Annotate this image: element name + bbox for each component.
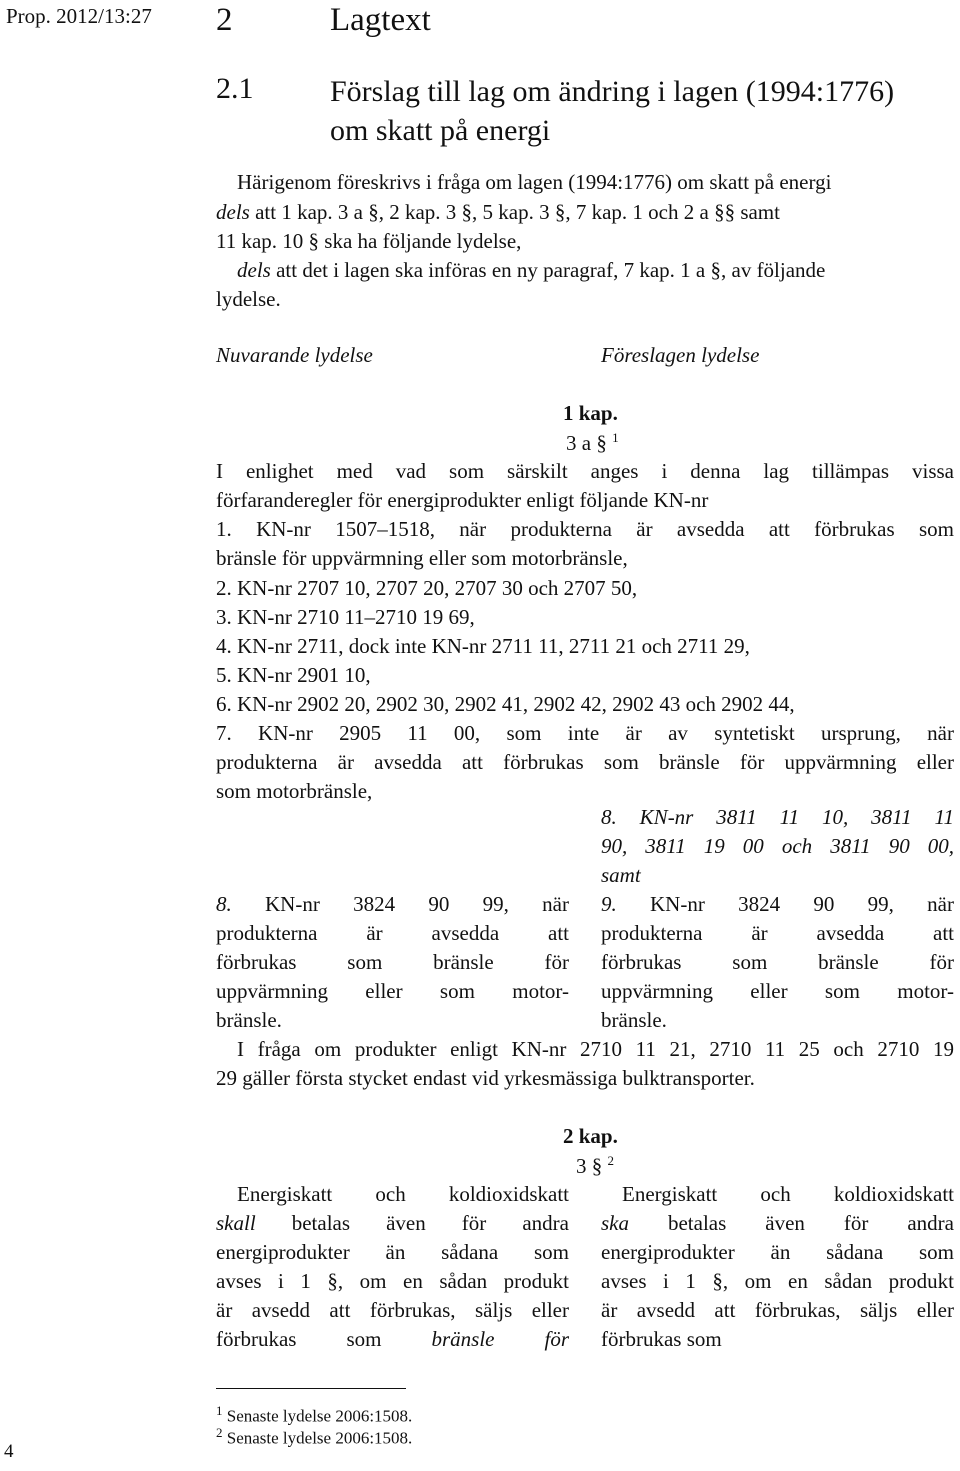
paragraph-heading: 3 § $^2$	[576, 1153, 614, 1178]
section-number: 2.1	[216, 72, 254, 105]
page-number: 4	[4, 1441, 14, 1462]
proposed-text-line: avses i 1 §, om en sådan produkt	[601, 1269, 954, 1293]
proposed-item-9: uppvärmning eller som motor-	[601, 979, 954, 1003]
current-item-8: förbrukas som bränsle för	[216, 950, 569, 974]
closing-line: I fråga om produkter enligt KN-nr 2710 11 21, 2710 11 25 och 2710 19	[237, 1037, 954, 1061]
list-item-cont: som motorbränsle,	[216, 779, 373, 803]
chapter-heading: 2 kap.	[563, 1124, 618, 1148]
footnote-ref: 2	[607, 1153, 614, 1168]
intro-line: 11 kap. 10 § ska ha följande lydelse,	[216, 229, 522, 253]
intro-line: dels att det i lagen ska införas en ny paragraf, 7 kap. 1 a §, av följande	[237, 258, 826, 282]
body-line: I enlighet med vad som särskilt anges i denna lag tillämpas vissa	[216, 459, 954, 483]
current-text-line: avses i 1 §, om en sådan produkt	[216, 1269, 569, 1293]
proposed-text-line: Energiskatt och koldioxidskatt	[622, 1182, 954, 1206]
footnote: $^2$ Senaste lydelse 2006:1508.	[216, 1425, 413, 1448]
proposed-item-8: 8. KN-nr 3811 11 10, 3811 11	[601, 805, 954, 829]
chapter-heading: 1 kap.	[563, 401, 618, 425]
current-item-8: uppvärmning eller som motor-	[216, 979, 569, 1003]
footnote-ref: 1	[612, 430, 619, 445]
proposed-text-line: förbrukas som	[601, 1327, 722, 1351]
current-text-line: förbrukas som bränsle för	[216, 1327, 569, 1351]
list-item: 6. KN-nr 2902 20, 2902 30, 2902 41, 2902 42, 2902 43 och 2902 44,	[216, 692, 795, 716]
proposed-text-line: är avsedd att förbrukas, säljs eller	[601, 1298, 954, 1322]
chapter-title: Lagtext	[330, 2, 431, 38]
list-item: 7. KN-nr 2905 11 00, som inte är av syntetiskt ursprung, när	[216, 721, 954, 745]
current-item-8: bränsle.	[216, 1008, 282, 1032]
body-line: förfaranderegler för energiprodukter enligt följande KN-nr	[216, 488, 709, 512]
current-item-8: 8. KN-nr 3824 90 99, när	[216, 892, 569, 916]
proposed-text-line: energiprodukter än sådana som	[601, 1240, 954, 1264]
intro-line: lydelse.	[216, 287, 281, 311]
chapter-number: 2	[216, 2, 233, 38]
column-heading-proposed: Föreslagen lydelse	[601, 343, 760, 367]
current-text-line: skall betalas även för andra	[216, 1211, 569, 1235]
proposed-item-9: förbrukas som bränsle för	[601, 950, 954, 974]
list-item-cont: bränsle för uppvärmning eller som motorbränsle,	[216, 546, 628, 570]
footnote-divider	[216, 1388, 406, 1389]
proposed-item-9: bränsle.	[601, 1008, 667, 1032]
current-item-8: produkterna är avsedda att	[216, 921, 569, 945]
proposition-reference: Prop. 2012/13:27	[6, 4, 152, 28]
list-item: 2. KN-nr 2707 10, 2707 20, 2707 30 och 2707 50,	[216, 576, 638, 600]
current-text-line: energiprodukter än sådana som	[216, 1240, 569, 1264]
paragraph-heading: 3 a § $^1$	[566, 430, 619, 455]
closing-line: 29 gäller första stycket endast vid yrkesmässiga bulktransporter.	[216, 1066, 755, 1090]
list-item: 1. KN-nr 1507–1518, när produkterna är avsedda att förbrukas som	[216, 517, 954, 541]
proposed-item-8: 90, 3811 19 00 och 3811 90 00,	[601, 834, 954, 858]
list-item: 4. KN-nr 2711, dock inte KN-nr 2711 11, 2711 21 och 2711 29,	[216, 634, 750, 658]
intro-line: dels att 1 kap. 3 a §, 2 kap. 3 §, 5 kap. 3 §, 7 kap. 1 och 2 a §§ samt	[216, 200, 780, 224]
current-text-line: Energiskatt och koldioxidskatt	[237, 1182, 569, 1206]
current-text-line: är avsedd att förbrukas, säljs eller	[216, 1298, 569, 1322]
proposed-item-9: 9. KN-nr 3824 90 99, när	[601, 892, 954, 916]
proposed-item-9: produkterna är avsedda att	[601, 921, 954, 945]
proposed-item-8: samt	[601, 863, 641, 887]
list-item: 3. KN-nr 2710 11–2710 19 69,	[216, 605, 475, 629]
column-heading-current: Nuvarande lydelse	[216, 343, 373, 367]
list-item-cont: produkterna är avsedda att förbrukas som bränsle för uppvärmning eller	[216, 750, 954, 774]
section-title: Förslag till lag om ändring i lagen (1994:1776) om skatt på energi	[330, 75, 895, 147]
footnote: $^1$ Senaste lydelse 2006:1508.	[216, 1403, 413, 1426]
list-item: 5. KN-nr 2901 10,	[216, 663, 371, 687]
intro-line: Härigenom föreskrivs i fråga om lagen (1994:1776) om skatt på energi	[237, 170, 832, 194]
proposed-text-line: ska betalas även för andra	[601, 1211, 954, 1235]
